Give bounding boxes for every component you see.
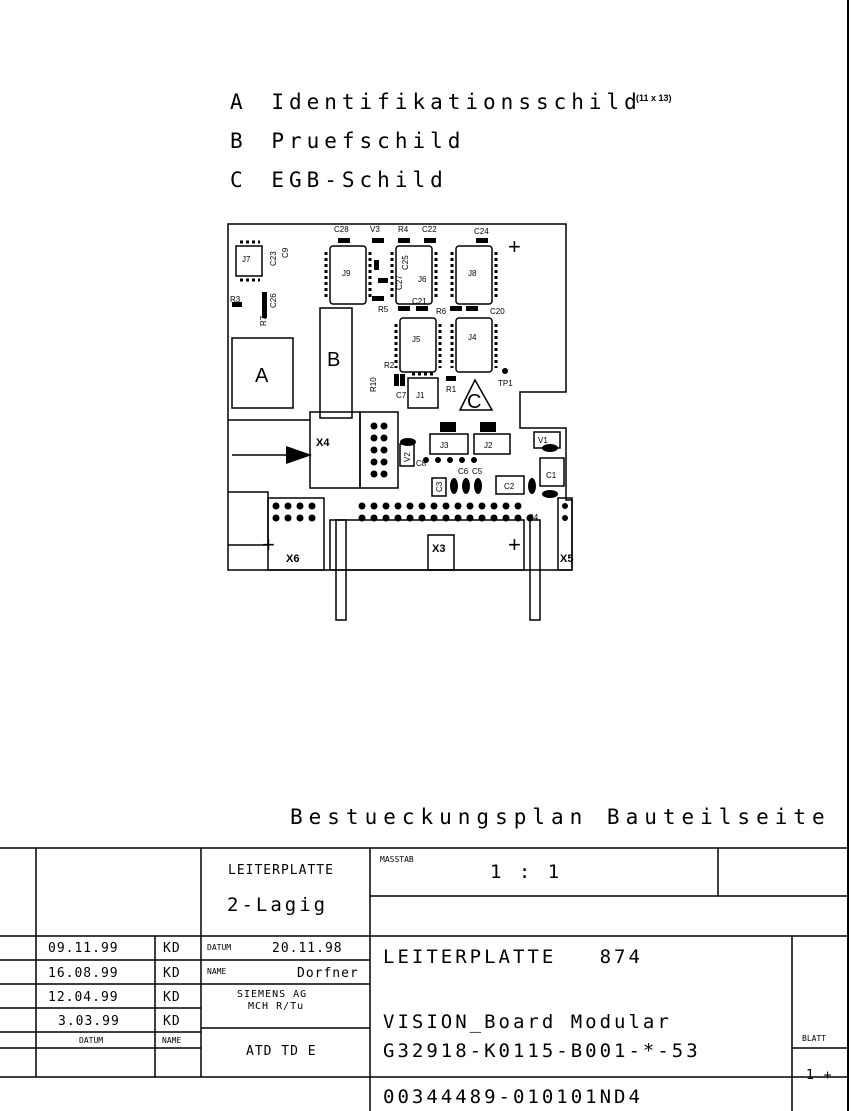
label-x4: X4 xyxy=(316,437,330,449)
label-v1: V1 xyxy=(538,436,548,445)
label-c26: C26 xyxy=(269,293,278,308)
label-c6: C6 xyxy=(458,467,469,476)
part-number: G32918-K0115-B001-*-53 xyxy=(383,1040,701,1062)
name-label: NAME xyxy=(207,967,227,976)
label-c9: C9 xyxy=(281,247,290,258)
label-a: A xyxy=(255,365,269,387)
rev-datum-header: DATUM xyxy=(79,1036,104,1045)
label-r10: R10 xyxy=(369,377,378,392)
name-value: Dorfner xyxy=(297,966,359,981)
label-j2: J2 xyxy=(484,441,493,450)
revision-date-4: 3.03.99 xyxy=(58,1014,120,1029)
legend-letter: B xyxy=(230,129,248,153)
blatt-value: 1 + xyxy=(806,1068,833,1083)
label-v2: V2 xyxy=(403,452,412,462)
revision-name-3: KD xyxy=(163,990,181,1005)
label-r7: R7 xyxy=(259,315,268,326)
plus-x6: + xyxy=(262,532,275,557)
legend-letter: A xyxy=(230,90,248,114)
label-r6: R6 xyxy=(436,307,447,316)
label-j4: J4 xyxy=(468,333,477,342)
masstab-label: MASSTAB xyxy=(380,855,414,864)
label-c24: C24 xyxy=(474,227,489,236)
label-x3: X3 xyxy=(432,543,446,555)
blatt-label: BLATT xyxy=(802,1034,827,1043)
label-c23: C23 xyxy=(269,251,278,266)
label-v3: V3 xyxy=(370,225,380,234)
label-c4: C4 xyxy=(528,513,539,522)
label-c3: C3 xyxy=(435,481,444,492)
atd-code: ATD TD E xyxy=(246,1044,317,1059)
label-j5: J5 xyxy=(412,335,421,344)
label-r5: R5 xyxy=(378,305,389,314)
label-b: B xyxy=(327,349,341,371)
plan-title: Bestueckungsplan Bauteilseite xyxy=(290,805,831,829)
revision-date-1: 09.11.99 xyxy=(48,941,119,956)
label-r3: R3 xyxy=(230,295,241,304)
revision-name-1: KD xyxy=(163,941,181,956)
datum-label: DATUM xyxy=(207,943,232,952)
label-j1: J1 xyxy=(416,391,425,400)
label-j9: J9 xyxy=(342,269,351,278)
company-name: SIEMENS AG xyxy=(237,989,308,1000)
label-tp1: TP1 xyxy=(498,379,513,388)
label-x5: X5 xyxy=(560,553,574,565)
label-j7: J7 xyxy=(242,255,251,264)
label-r4: R4 xyxy=(398,225,409,234)
legend-letter: C xyxy=(230,168,248,192)
label-x6: X6 xyxy=(286,553,300,565)
datum-value: 20.11.98 xyxy=(272,941,343,956)
label-c1: C1 xyxy=(546,471,557,480)
label-c20: C20 xyxy=(490,307,505,316)
label-c: C xyxy=(467,391,482,413)
leiterplatte-label: LEITERPLATTE xyxy=(228,863,334,878)
label-j3: J3 xyxy=(440,441,449,450)
revision-name-4: KD xyxy=(163,1014,181,1029)
legend-text: EGB-Schild xyxy=(271,168,448,192)
rev-name-header: NAME xyxy=(162,1036,182,1045)
department: MCH R/Tu xyxy=(248,1001,305,1012)
revision-date-3: 12.04.99 xyxy=(48,990,119,1005)
legend-text: Pruefschild xyxy=(271,129,466,153)
revision-name-2: KD xyxy=(163,966,181,981)
label-c7: C7 xyxy=(396,391,407,400)
lagig-value: 2-Lagig xyxy=(227,894,329,916)
revision-date-2: 16.08.99 xyxy=(48,966,119,981)
plus-top-right: + xyxy=(508,234,521,259)
label-r1: R1 xyxy=(446,385,457,394)
label-c21: C21 xyxy=(412,297,427,306)
board-name: VISION_Board Modular xyxy=(383,1011,672,1033)
label-c8: C8 xyxy=(416,459,427,468)
label-c5: C5 xyxy=(472,467,483,476)
label-c2: C2 xyxy=(504,482,515,491)
document-number: 00344489-010101ND4 xyxy=(383,1086,643,1108)
label-c28: C28 xyxy=(334,225,349,234)
masstab-value: 1 : 1 xyxy=(490,861,563,883)
label-j6: J6 xyxy=(418,275,427,284)
label-c27: C27 xyxy=(395,275,404,290)
legend-text: Identifikationsschild xyxy=(271,90,642,114)
label-r2: R2 xyxy=(384,361,395,370)
label-j8: J8 xyxy=(468,269,477,278)
legend-size-note: (11 x 13) xyxy=(636,93,672,103)
label-c25: C25 xyxy=(401,255,410,270)
pcb-title: LEITERPLATTE 874 xyxy=(383,946,643,968)
label-c22: C22 xyxy=(422,225,437,234)
plus-x3: + xyxy=(508,532,521,557)
